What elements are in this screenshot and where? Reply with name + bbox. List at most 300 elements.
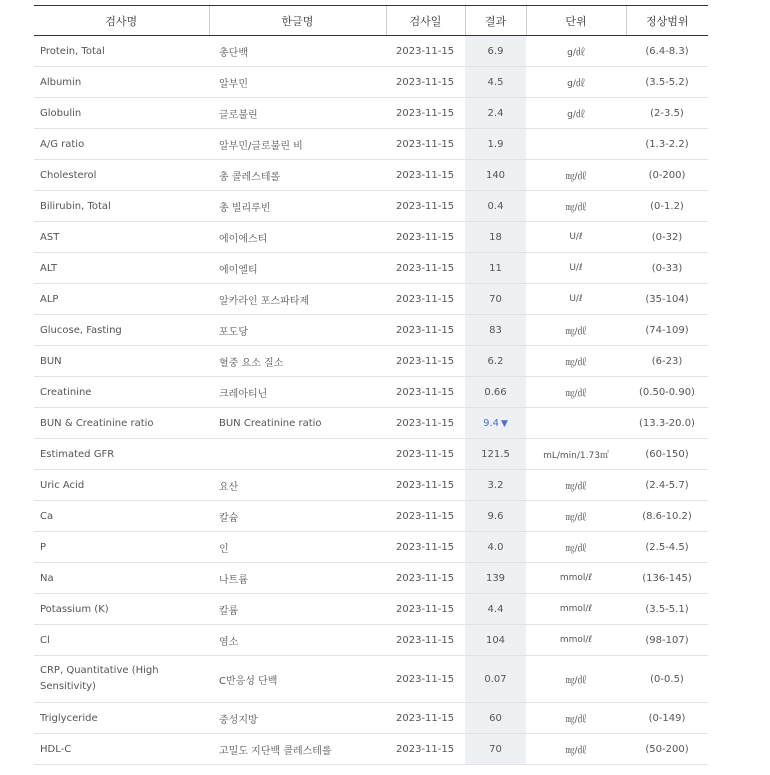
result-cell — [465, 315, 526, 346]
normal-range-cell — [626, 439, 708, 470]
unit-cell-text: ㎎/㎗ — [565, 745, 587, 756]
normal-range-cell-text: (0-33) — [651, 262, 683, 274]
korean-name-cell-text: 크레아티닌 — [219, 388, 268, 400]
test-name-cell — [34, 98, 209, 129]
result-cell-text: 139 — [485, 572, 506, 584]
result-cell-text: 18 — [489, 231, 502, 243]
result-cell-text: 0.66 — [484, 386, 507, 398]
result-cell-text: 4.5 — [487, 76, 504, 88]
normal-range-cell — [626, 703, 708, 734]
test-date-cell — [386, 160, 465, 191]
normal-range-cell-text: (13.3-20.0) — [639, 417, 695, 429]
test-date-cell-text: 2023-11-15 — [396, 231, 455, 243]
unit-cell-text: mmol/ℓ — [559, 604, 593, 614]
unit-cell — [526, 160, 626, 191]
normal-range-cell-text: (0-149) — [648, 712, 686, 724]
result-cell-text: 0.07 — [484, 673, 507, 685]
unit-cell — [526, 625, 626, 656]
table-row — [34, 67, 708, 98]
unit-cell — [526, 377, 626, 408]
test-date-cell-text: 2023-11-15 — [396, 510, 455, 522]
header-test-date[interactable]: 검사일 — [386, 6, 465, 36]
unit-cell — [526, 408, 626, 439]
normal-range-cell — [626, 594, 708, 625]
test-date-cell — [386, 346, 465, 377]
korean-name-cell — [209, 377, 386, 408]
test-date-cell — [386, 98, 465, 129]
result-cell — [465, 98, 526, 129]
test-date-cell-text: 2023-11-15 — [396, 138, 455, 150]
korean-name-cell-text: 알부민 — [219, 78, 248, 90]
korean-name-cell — [209, 191, 386, 222]
unit-cell-text: ㎎/㎗ — [565, 171, 587, 182]
result-cell — [465, 129, 526, 160]
result-cell — [465, 346, 526, 377]
unit-cell — [526, 346, 626, 377]
result-cell — [465, 470, 526, 501]
test-name-cell — [34, 532, 209, 563]
test-date-cell-text: 2023-11-15 — [396, 386, 455, 398]
table-row — [34, 501, 708, 532]
korean-name-cell — [209, 253, 386, 284]
normal-range-cell — [626, 470, 708, 501]
test-name-cell-text: Na — [40, 572, 54, 584]
normal-range-cell-text: (60-150) — [645, 448, 689, 460]
test-name-cell-text: Globulin — [40, 107, 82, 119]
result-cell-text: 0.4 — [487, 200, 504, 212]
test-date-cell — [386, 501, 465, 532]
test-name-cell-text: HDL-C — [40, 743, 72, 755]
normal-range-cell — [626, 253, 708, 284]
korean-name-cell — [209, 656, 386, 703]
korean-name-cell-text: 알부민/글로불린 비 — [219, 140, 303, 152]
test-name-cell-text: CRP, Quantitative (High Sensitivity) — [40, 665, 159, 692]
test-name-cell — [34, 734, 209, 765]
result-cell — [465, 439, 526, 470]
test-name-cell-text: Estimated GFR — [40, 448, 115, 460]
unit-cell — [526, 703, 626, 734]
unit-cell — [526, 315, 626, 346]
test-name-cell-text: BUN — [40, 355, 62, 367]
unit-cell — [526, 253, 626, 284]
test-name-cell-text: A/G ratio — [40, 138, 85, 150]
unit-cell-text: ㎎/㎗ — [565, 481, 587, 492]
test-date-cell — [386, 563, 465, 594]
normal-range-cell-text: (2.4-5.7) — [645, 479, 689, 491]
table-row — [34, 284, 708, 315]
test-name-cell-text: Albumin — [40, 76, 82, 88]
korean-name-cell-text: 포도당 — [219, 326, 248, 338]
table-row — [34, 563, 708, 594]
unit-cell-text: g/㎗ — [567, 78, 585, 89]
korean-name-cell-text: C반응성 단백 — [219, 675, 278, 687]
normal-range-cell-text: (50-200) — [645, 743, 689, 755]
test-date-cell-text: 2023-11-15 — [396, 712, 455, 724]
korean-name-cell-text: 칼륨 — [219, 605, 239, 617]
test-name-cell — [34, 160, 209, 191]
test-name-cell — [34, 656, 209, 703]
korean-name-cell — [209, 594, 386, 625]
normal-range-cell — [626, 160, 708, 191]
korean-name-cell-text: 글로불린 — [219, 109, 258, 121]
table-row — [34, 191, 708, 222]
test-name-cell — [34, 703, 209, 734]
normal-range-cell — [626, 625, 708, 656]
test-date-cell-text: 2023-11-15 — [396, 324, 455, 336]
normal-range-cell — [626, 222, 708, 253]
normal-range-cell — [626, 129, 708, 160]
test-name-cell — [34, 253, 209, 284]
test-date-cell-text: 2023-11-15 — [396, 417, 455, 429]
test-date-cell-text: 2023-11-15 — [396, 673, 455, 685]
test-name-cell — [34, 222, 209, 253]
unit-cell-text: ㎎/㎗ — [565, 357, 587, 368]
korean-name-cell — [209, 98, 386, 129]
test-name-cell-text: Uric Acid — [40, 479, 85, 491]
test-name-cell-text: BUN & Creatinine ratio — [40, 417, 154, 429]
unit-cell — [526, 284, 626, 315]
test-date-cell-text: 2023-11-15 — [396, 76, 455, 88]
test-date-cell — [386, 656, 465, 703]
result-cell-text: 3.2 — [487, 479, 504, 491]
table-header-row — [34, 6, 708, 36]
unit-cell — [526, 532, 626, 563]
korean-name-cell-text: 에이에스티 — [219, 233, 268, 245]
korean-name-cell — [209, 703, 386, 734]
korean-name-cell — [209, 67, 386, 98]
normal-range-cell-text: (2-3.5) — [650, 107, 684, 119]
result-cell-text: 83 — [489, 324, 502, 336]
normal-range-cell-text: (3.5-5.2) — [645, 76, 689, 88]
test-name-cell — [34, 346, 209, 377]
normal-range-cell — [626, 67, 708, 98]
result-cell — [465, 222, 526, 253]
result-cell — [465, 532, 526, 563]
unit-cell-text: g/㎗ — [567, 47, 585, 58]
test-date-cell-text: 2023-11-15 — [396, 169, 455, 181]
unit-cell-text: g/㎗ — [567, 109, 585, 120]
test-name-cell-text: Ca — [40, 510, 54, 522]
table-row — [34, 160, 708, 191]
result-cell — [465, 408, 526, 439]
test-name-cell-text: ALT — [40, 262, 58, 274]
test-date-cell — [386, 625, 465, 656]
normal-range-cell — [626, 532, 708, 563]
unit-cell-text: ㎎/㎗ — [565, 543, 587, 554]
unit-cell-text: mL/min/1.73㎡ — [543, 450, 609, 461]
normal-range-cell-text: (6.4-8.3) — [645, 45, 689, 57]
korean-name-cell-text: 혈중 요소 질소 — [219, 357, 284, 369]
test-name-cell-text: Glucose, Fasting — [40, 324, 122, 336]
result-cell — [465, 377, 526, 408]
korean-name-cell-text: 인 — [219, 543, 229, 555]
normal-range-cell — [626, 315, 708, 346]
test-name-cell — [34, 67, 209, 98]
test-date-cell-text: 2023-11-15 — [396, 262, 455, 274]
test-date-cell-text: 2023-11-15 — [396, 479, 455, 491]
result-cell-text: 104 — [485, 634, 506, 646]
result-cell-text: 140 — [485, 169, 506, 181]
korean-name-cell-text: 총 빌리루빈 — [219, 202, 271, 214]
test-date-cell — [386, 284, 465, 315]
unit-cell-text: ㎎/㎗ — [565, 714, 587, 725]
test-name-cell — [34, 191, 209, 222]
result-cell — [465, 625, 526, 656]
test-date-cell — [386, 408, 465, 439]
test-date-cell-text: 2023-11-15 — [396, 572, 455, 584]
result-cell — [465, 253, 526, 284]
result-cell-text: 60 — [489, 712, 502, 724]
result-cell-text: 9.4 — [483, 417, 499, 429]
table-row — [34, 470, 708, 501]
unit-cell-text: ㎎/㎗ — [565, 388, 587, 399]
table-row — [34, 346, 708, 377]
normal-range-cell — [626, 501, 708, 532]
table-row — [34, 532, 708, 563]
test-name-cell — [34, 594, 209, 625]
test-date-cell-text: 2023-11-15 — [396, 200, 455, 212]
result-cell — [465, 67, 526, 98]
korean-name-cell — [209, 563, 386, 594]
test-date-cell — [386, 129, 465, 160]
normal-range-cell-text: (6-23) — [651, 355, 683, 367]
test-name-cell-text: Cholesterol — [40, 169, 97, 181]
result-cell-text: 11 — [489, 262, 502, 274]
result-cell — [465, 734, 526, 765]
test-name-cell-text: ALP — [40, 293, 59, 305]
korean-name-cell-text: 염소 — [219, 636, 239, 648]
test-date-cell — [386, 67, 465, 98]
test-name-cell — [34, 439, 209, 470]
result-cell — [465, 36, 526, 67]
test-date-cell — [386, 703, 465, 734]
korean-name-cell — [209, 734, 386, 765]
test-date-cell — [386, 377, 465, 408]
unit-cell-text: ㎎/㎗ — [565, 326, 587, 337]
korean-name-cell-text: 고밀도 지단백 콜레스테롤 — [219, 745, 332, 757]
header-test-name[interactable]: 검사명 — [34, 6, 209, 36]
normal-range-cell — [626, 36, 708, 67]
lab-results-table — [34, 5, 708, 765]
korean-name-cell-text: 에이엘티 — [219, 264, 258, 276]
test-date-cell — [386, 191, 465, 222]
unit-cell-text: U/ℓ — [569, 294, 583, 304]
result-cell-text: 4.4 — [487, 603, 504, 615]
test-name-cell — [34, 129, 209, 160]
test-date-cell — [386, 470, 465, 501]
unit-cell — [526, 563, 626, 594]
low-flag-icon: ▼ — [500, 418, 508, 429]
korean-name-cell-text: 중성지방 — [219, 714, 258, 726]
table-row — [34, 734, 708, 765]
korean-name-cell — [209, 222, 386, 253]
normal-range-cell-text: (35-104) — [645, 293, 689, 305]
unit-cell — [526, 129, 626, 160]
normal-range-cell-text: (8.6-10.2) — [642, 510, 692, 522]
result-cell — [465, 501, 526, 532]
table-row — [34, 222, 708, 253]
test-name-cell — [34, 501, 209, 532]
table-row — [34, 315, 708, 346]
normal-range-cell — [626, 98, 708, 129]
table-row — [34, 408, 708, 439]
test-date-cell — [386, 222, 465, 253]
test-name-cell — [34, 284, 209, 315]
header-normal-range[interactable]: 정상범위 — [626, 6, 708, 36]
test-name-cell-text: Triglyceride — [40, 712, 98, 724]
normal-range-cell-text: (1.3-2.2) — [645, 138, 689, 150]
test-name-cell — [34, 408, 209, 439]
normal-range-cell-text: (136-145) — [642, 572, 692, 584]
test-date-cell — [386, 253, 465, 284]
test-date-cell-text: 2023-11-15 — [396, 634, 455, 646]
result-cell-text: 9.6 — [487, 510, 504, 522]
unit-cell — [526, 98, 626, 129]
normal-range-cell — [626, 191, 708, 222]
result-cell-text: 6.9 — [487, 45, 504, 57]
korean-name-cell — [209, 532, 386, 563]
normal-range-cell-text: (3.5-5.1) — [645, 603, 689, 615]
test-date-cell — [386, 315, 465, 346]
korean-name-cell — [209, 315, 386, 346]
result-cell-text: 6.2 — [487, 355, 504, 367]
test-date-cell-text: 2023-11-15 — [396, 603, 455, 615]
result-cell-text: 121.5 — [481, 448, 510, 460]
test-date-cell-text: 2023-11-15 — [396, 107, 455, 119]
test-name-cell — [34, 377, 209, 408]
korean-name-cell-text: 나트륨 — [219, 574, 248, 586]
test-name-cell-text: Bilirubin, Total — [40, 200, 111, 212]
test-date-cell — [386, 734, 465, 765]
test-name-cell — [34, 315, 209, 346]
header-korean-name[interactable]: 한글명 — [209, 6, 386, 36]
test-name-cell-text: AST — [40, 231, 60, 243]
unit-cell — [526, 501, 626, 532]
test-name-cell-text: Creatinine — [40, 386, 92, 398]
header-result[interactable]: 결과 — [465, 6, 526, 36]
unit-cell — [526, 36, 626, 67]
korean-name-cell-text: 알카라인 포스파타제 — [219, 295, 310, 307]
unit-cell — [526, 67, 626, 98]
table-row — [34, 625, 708, 656]
korean-name-cell — [209, 284, 386, 315]
table-row — [34, 594, 708, 625]
unit-cell-text: ㎎/㎗ — [565, 202, 587, 213]
normal-range-cell-text: (0.50-0.90) — [639, 386, 695, 398]
korean-name-cell-text: BUN Creatinine ratio — [219, 417, 322, 429]
normal-range-cell — [626, 734, 708, 765]
korean-name-cell — [209, 408, 386, 439]
unit-cell — [526, 656, 626, 703]
normal-range-cell — [626, 346, 708, 377]
korean-name-cell — [209, 625, 386, 656]
korean-name-cell — [209, 439, 386, 470]
test-date-cell — [386, 594, 465, 625]
test-date-cell-text: 2023-11-15 — [396, 448, 455, 460]
normal-range-cell — [626, 656, 708, 703]
result-cell — [465, 191, 526, 222]
korean-name-cell — [209, 501, 386, 532]
test-name-cell-text: Potassium (K) — [40, 603, 109, 615]
korean-name-cell-text: 요산 — [219, 481, 239, 493]
test-date-cell — [386, 36, 465, 67]
unit-cell — [526, 594, 626, 625]
result-cell — [465, 703, 526, 734]
normal-range-cell — [626, 284, 708, 315]
table-row — [34, 439, 708, 470]
table-row — [34, 656, 708, 703]
normal-range-cell-text: (74-109) — [645, 324, 689, 336]
unit-cell-text: U/ℓ — [569, 232, 583, 242]
table-row — [34, 377, 708, 408]
test-date-cell-text: 2023-11-15 — [396, 45, 455, 57]
test-date-cell — [386, 439, 465, 470]
unit-cell-text: mmol/ℓ — [559, 635, 593, 645]
result-cell-text: 2.4 — [487, 107, 504, 119]
test-date-cell-text: 2023-11-15 — [396, 293, 455, 305]
test-name-cell — [34, 563, 209, 594]
result-cell — [465, 160, 526, 191]
normal-range-cell-text: (0-200) — [648, 169, 686, 181]
test-date-cell-text: 2023-11-15 — [396, 541, 455, 553]
test-date-cell — [386, 532, 465, 563]
unit-cell — [526, 191, 626, 222]
normal-range-cell-text: (0-0.5) — [650, 673, 684, 685]
test-name-cell — [34, 625, 209, 656]
result-cell-text: 70 — [489, 293, 502, 305]
test-date-cell-text: 2023-11-15 — [396, 743, 455, 755]
header-unit[interactable]: 단위 — [526, 6, 626, 36]
korean-name-cell — [209, 36, 386, 67]
result-cell-text: 4.0 — [487, 541, 504, 553]
test-name-cell — [34, 36, 209, 67]
korean-name-cell — [209, 129, 386, 160]
korean-name-cell — [209, 346, 386, 377]
test-date-cell-text: 2023-11-15 — [396, 355, 455, 367]
result-cell-text: 1.9 — [487, 138, 504, 150]
unit-cell-text: ㎎/㎗ — [565, 512, 587, 523]
table-row — [34, 703, 708, 734]
normal-range-cell-text: (98-107) — [645, 634, 689, 646]
korean-name-cell — [209, 470, 386, 501]
unit-cell — [526, 734, 626, 765]
normal-range-cell — [626, 408, 708, 439]
test-name-cell-text: P — [40, 541, 47, 553]
test-name-cell-text: Protein, Total — [40, 45, 105, 57]
normal-range-cell-text: (2.5-4.5) — [645, 541, 689, 553]
korean-name-cell — [209, 160, 386, 191]
korean-name-cell-text: 칼슘 — [219, 512, 239, 524]
result-cell — [465, 284, 526, 315]
unit-cell — [526, 222, 626, 253]
unit-cell — [526, 470, 626, 501]
normal-range-cell-text: (0-32) — [651, 231, 683, 243]
normal-range-cell-text: (0-1.2) — [650, 200, 684, 212]
normal-range-cell — [626, 563, 708, 594]
korean-name-cell-text: 총 콜레스테롤 — [219, 171, 281, 183]
result-cell — [465, 563, 526, 594]
unit-cell-text: mmol/ℓ — [559, 573, 593, 583]
table-row — [34, 36, 708, 67]
result-cell — [465, 594, 526, 625]
korean-name-cell-text: 총단백 — [219, 47, 248, 59]
normal-range-cell — [626, 377, 708, 408]
table-body — [34, 36, 708, 765]
unit-cell-text: ㎎/㎗ — [565, 675, 587, 686]
table-row — [34, 253, 708, 284]
result-cell-text: 70 — [489, 743, 502, 755]
table-row — [34, 98, 708, 129]
